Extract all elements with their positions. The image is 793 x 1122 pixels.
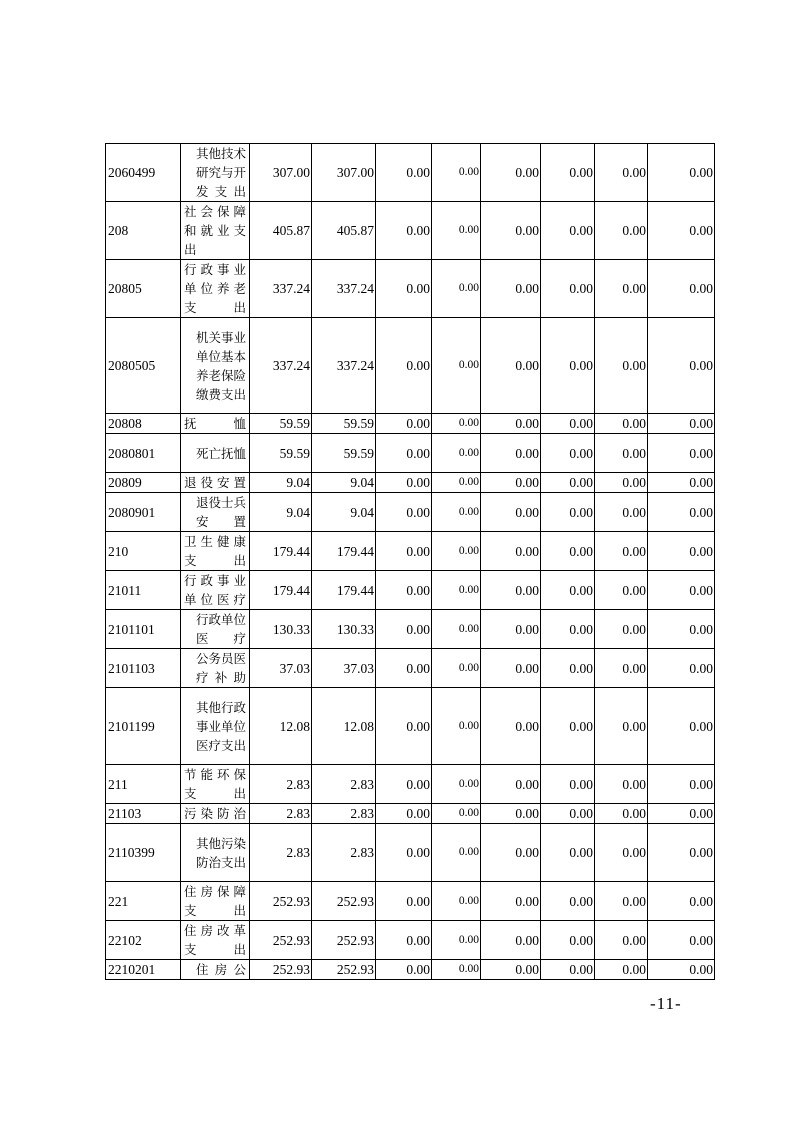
- amount-cell: 12.08: [312, 688, 376, 765]
- subject-code-cell: 2101199: [106, 688, 181, 765]
- subject-name-cell: 机关事业单位基本养老保险缴费支出: [181, 318, 250, 414]
- amount-cell: 337.24: [312, 260, 376, 318]
- amount-cell: 0.00: [648, 649, 715, 688]
- amount-cell: 0.00: [376, 921, 432, 960]
- amount-cell: 59.59: [250, 414, 312, 434]
- table-row: [106, 260, 715, 318]
- amount-cell: 9.04: [312, 473, 376, 493]
- amount-cell: 0.00: [648, 473, 715, 493]
- table-row: [106, 921, 715, 960]
- amount-cell: 0.00: [648, 960, 715, 980]
- amount-cell: 0.00: [481, 804, 541, 824]
- amount-cell: 0.00: [541, 688, 595, 765]
- amount-cell: 0.00: [541, 960, 595, 980]
- amount-cell: 0.00: [432, 414, 481, 434]
- subject-name-cell: 抚恤: [181, 414, 250, 434]
- amount-cell: 2.83: [250, 765, 312, 804]
- amount-cell: 37.03: [312, 649, 376, 688]
- subject-name-cell: 卫生健康支出: [181, 532, 250, 571]
- amount-cell: 0.00: [432, 610, 481, 649]
- subject-name-cell: 死亡抚恤: [181, 434, 250, 473]
- table-row: [106, 434, 715, 473]
- amount-cell: 0.00: [541, 493, 595, 532]
- subject-name-cell: 节能环保支出: [181, 765, 250, 804]
- amount-cell: 0.00: [481, 260, 541, 318]
- subject-name-cell: 其他技术研究与开发支出: [181, 144, 250, 202]
- amount-cell: 0.00: [481, 414, 541, 434]
- amount-cell: 0.00: [541, 649, 595, 688]
- amount-cell: 0.00: [648, 532, 715, 571]
- amount-cell: 337.24: [250, 318, 312, 414]
- amount-cell: 0.00: [648, 610, 715, 649]
- amount-cell: 252.93: [250, 960, 312, 980]
- amount-cell: 0.00: [541, 434, 595, 473]
- amount-cell: 0.00: [541, 804, 595, 824]
- amount-cell: 0.00: [595, 688, 648, 765]
- amount-cell: 0.00: [541, 571, 595, 610]
- amount-cell: 59.59: [312, 434, 376, 473]
- amount-cell: 179.44: [312, 532, 376, 571]
- amount-cell: 0.00: [376, 824, 432, 882]
- table-row: [106, 202, 715, 260]
- amount-cell: 179.44: [312, 571, 376, 610]
- amount-cell: 0.00: [376, 688, 432, 765]
- amount-cell: 0.00: [376, 610, 432, 649]
- amount-cell: 0.00: [481, 202, 541, 260]
- table-row: [106, 765, 715, 804]
- amount-cell: 307.00: [250, 144, 312, 202]
- amount-cell: 0.00: [481, 318, 541, 414]
- amount-cell: 0.00: [648, 202, 715, 260]
- subject-code-cell: 2110399: [106, 824, 181, 882]
- table-row: [106, 804, 715, 824]
- table-row: [106, 532, 715, 571]
- subject-code-cell: 20805: [106, 260, 181, 318]
- amount-cell: 130.33: [250, 610, 312, 649]
- amount-cell: 12.08: [250, 688, 312, 765]
- amount-cell: 0.00: [595, 318, 648, 414]
- amount-cell: 0.00: [595, 434, 648, 473]
- amount-cell: 0.00: [432, 571, 481, 610]
- amount-cell: 0.00: [432, 882, 481, 921]
- amount-cell: 0.00: [432, 318, 481, 414]
- amount-cell: 0.00: [481, 960, 541, 980]
- amount-cell: 0.00: [648, 571, 715, 610]
- amount-cell: 0.00: [376, 473, 432, 493]
- amount-cell: 0.00: [376, 434, 432, 473]
- amount-cell: 0.00: [376, 493, 432, 532]
- amount-cell: 0.00: [648, 144, 715, 202]
- amount-cell: 405.87: [312, 202, 376, 260]
- table-row: [106, 571, 715, 610]
- amount-cell: 0.00: [595, 532, 648, 571]
- amount-cell: 307.00: [312, 144, 376, 202]
- amount-cell: 0.00: [541, 532, 595, 571]
- table-row: [106, 493, 715, 532]
- amount-cell: 0.00: [481, 921, 541, 960]
- amount-cell: 59.59: [250, 434, 312, 473]
- amount-cell: 0.00: [481, 473, 541, 493]
- amount-cell: 0.00: [648, 882, 715, 921]
- amount-cell: 0.00: [432, 649, 481, 688]
- amount-cell: 0.00: [481, 571, 541, 610]
- amount-cell: 2.83: [312, 824, 376, 882]
- table-row: [106, 649, 715, 688]
- amount-cell: 0.00: [376, 144, 432, 202]
- amount-cell: 0.00: [595, 765, 648, 804]
- subject-code-cell: 2080505: [106, 318, 181, 414]
- amount-cell: 179.44: [250, 532, 312, 571]
- amount-cell: 0.00: [648, 434, 715, 473]
- amount-cell: 0.00: [595, 571, 648, 610]
- subject-name-cell: 其他污染防治支出: [181, 824, 250, 882]
- table-row: [106, 318, 715, 414]
- subject-code-cell: 2080901: [106, 493, 181, 532]
- subject-code-cell: 21011: [106, 571, 181, 610]
- amount-cell: 9.04: [312, 493, 376, 532]
- amount-cell: 0.00: [541, 610, 595, 649]
- amount-cell: 0.00: [376, 649, 432, 688]
- amount-cell: 0.00: [481, 144, 541, 202]
- amount-cell: 252.93: [250, 921, 312, 960]
- amount-cell: 0.00: [432, 493, 481, 532]
- subject-name-cell: 退役安置: [181, 473, 250, 493]
- table-row: [106, 473, 715, 493]
- amount-cell: 0.00: [376, 882, 432, 921]
- amount-cell: 0.00: [648, 414, 715, 434]
- amount-cell: 0.00: [432, 434, 481, 473]
- amount-cell: 0.00: [648, 921, 715, 960]
- amount-cell: 0.00: [481, 824, 541, 882]
- amount-cell: 0.00: [432, 960, 481, 980]
- amount-cell: 37.03: [250, 649, 312, 688]
- amount-cell: 0.00: [481, 688, 541, 765]
- amount-cell: 337.24: [250, 260, 312, 318]
- amount-cell: 405.87: [250, 202, 312, 260]
- subject-name-cell: 污染防治: [181, 804, 250, 824]
- amount-cell: 0.00: [595, 493, 648, 532]
- amount-cell: 0.00: [432, 473, 481, 493]
- subject-code-cell: 211: [106, 765, 181, 804]
- subject-name-cell: 退役士兵安置: [181, 493, 250, 532]
- amount-cell: 0.00: [481, 493, 541, 532]
- amount-cell: 0.00: [595, 921, 648, 960]
- amount-cell: 0.00: [648, 824, 715, 882]
- table-row: [106, 960, 715, 980]
- subject-code-cell: 20808: [106, 414, 181, 434]
- amount-cell: 0.00: [432, 921, 481, 960]
- amount-cell: 0.00: [376, 260, 432, 318]
- amount-cell: 0.00: [648, 765, 715, 804]
- amount-cell: 0.00: [541, 921, 595, 960]
- amount-cell: 2.83: [250, 824, 312, 882]
- amount-cell: 0.00: [432, 765, 481, 804]
- amount-cell: 0.00: [376, 765, 432, 804]
- budget-table: [105, 143, 715, 980]
- table-row: [106, 882, 715, 921]
- subject-name-cell: 住房改革支出: [181, 921, 250, 960]
- subject-code-cell: 210: [106, 532, 181, 571]
- amount-cell: 0.00: [648, 688, 715, 765]
- amount-cell: 0.00: [541, 414, 595, 434]
- subject-name-cell: 行政事业单位医疗: [181, 571, 250, 610]
- amount-cell: 0.00: [481, 765, 541, 804]
- amount-cell: 0.00: [595, 260, 648, 318]
- amount-cell: 0.00: [595, 414, 648, 434]
- amount-cell: 0.00: [648, 804, 715, 824]
- subject-code-cell: 2060499: [106, 144, 181, 202]
- amount-cell: 2.83: [312, 765, 376, 804]
- subject-code-cell: 2080801: [106, 434, 181, 473]
- amount-cell: 2.83: [312, 804, 376, 824]
- amount-cell: 0.00: [376, 804, 432, 824]
- subject-name-cell: 行政事业单位养老支出: [181, 260, 250, 318]
- amount-cell: 9.04: [250, 473, 312, 493]
- amount-cell: 252.93: [312, 960, 376, 980]
- table-row: [106, 688, 715, 765]
- amount-cell: 0.00: [541, 318, 595, 414]
- subject-name-cell: 行政单位医疗: [181, 610, 250, 649]
- table-row: [106, 144, 715, 202]
- subject-code-cell: 20809: [106, 473, 181, 493]
- page-number: -11-: [650, 994, 682, 1013]
- subject-code-cell: 2210201: [106, 960, 181, 980]
- amount-cell: 130.33: [312, 610, 376, 649]
- amount-cell: 0.00: [595, 473, 648, 493]
- amount-cell: 252.93: [312, 882, 376, 921]
- amount-cell: 0.00: [376, 960, 432, 980]
- amount-cell: 59.59: [312, 414, 376, 434]
- amount-cell: 0.00: [432, 202, 481, 260]
- subject-name-cell: 社会保障和就业支出: [181, 202, 250, 260]
- amount-cell: 252.93: [312, 921, 376, 960]
- amount-cell: 0.00: [481, 649, 541, 688]
- subject-code-cell: 208: [106, 202, 181, 260]
- amount-cell: 0.00: [481, 882, 541, 921]
- subject-name-cell: 住房保障支出: [181, 882, 250, 921]
- amount-cell: 0.00: [541, 473, 595, 493]
- subject-name-cell: 其他行政事业单位医疗支出: [181, 688, 250, 765]
- subject-code-cell: 221: [106, 882, 181, 921]
- amount-cell: 0.00: [432, 688, 481, 765]
- amount-cell: 0.00: [595, 960, 648, 980]
- amount-cell: 0.00: [541, 882, 595, 921]
- amount-cell: 337.24: [312, 318, 376, 414]
- subject-code-cell: 2101101: [106, 610, 181, 649]
- amount-cell: 0.00: [481, 532, 541, 571]
- amount-cell: 252.93: [250, 882, 312, 921]
- amount-cell: 0.00: [376, 414, 432, 434]
- amount-cell: 0.00: [432, 144, 481, 202]
- amount-cell: 0.00: [376, 202, 432, 260]
- subject-code-cell: 22102: [106, 921, 181, 960]
- amount-cell: 2.83: [250, 804, 312, 824]
- amount-cell: 0.00: [432, 804, 481, 824]
- amount-cell: 0.00: [595, 824, 648, 882]
- amount-cell: 0.00: [432, 532, 481, 571]
- amount-cell: 0.00: [648, 318, 715, 414]
- table-body: [106, 144, 715, 980]
- amount-cell: 9.04: [250, 493, 312, 532]
- amount-cell: 0.00: [432, 824, 481, 882]
- amount-cell: 0.00: [541, 765, 595, 804]
- amount-cell: 0.00: [432, 260, 481, 318]
- amount-cell: 0.00: [376, 532, 432, 571]
- amount-cell: 0.00: [648, 493, 715, 532]
- amount-cell: 0.00: [595, 649, 648, 688]
- amount-cell: 0.00: [541, 144, 595, 202]
- amount-cell: 0.00: [376, 318, 432, 414]
- amount-cell: 0.00: [541, 824, 595, 882]
- subject-name-cell: 公务员医疗补助: [181, 649, 250, 688]
- table-row: [106, 610, 715, 649]
- amount-cell: 0.00: [376, 571, 432, 610]
- amount-cell: 0.00: [595, 202, 648, 260]
- amount-cell: 0.00: [648, 260, 715, 318]
- amount-cell: 0.00: [541, 260, 595, 318]
- table-row: [106, 414, 715, 434]
- amount-cell: 179.44: [250, 571, 312, 610]
- subject-code-cell: 2101103: [106, 649, 181, 688]
- table-row: [106, 824, 715, 882]
- subject-code-cell: 21103: [106, 804, 181, 824]
- amount-cell: 0.00: [481, 610, 541, 649]
- amount-cell: 0.00: [541, 202, 595, 260]
- amount-cell: 0.00: [595, 882, 648, 921]
- amount-cell: 0.00: [595, 804, 648, 824]
- amount-cell: 0.00: [481, 434, 541, 473]
- amount-cell: 0.00: [595, 144, 648, 202]
- amount-cell: 0.00: [595, 610, 648, 649]
- subject-name-cell: 住房公: [181, 960, 250, 980]
